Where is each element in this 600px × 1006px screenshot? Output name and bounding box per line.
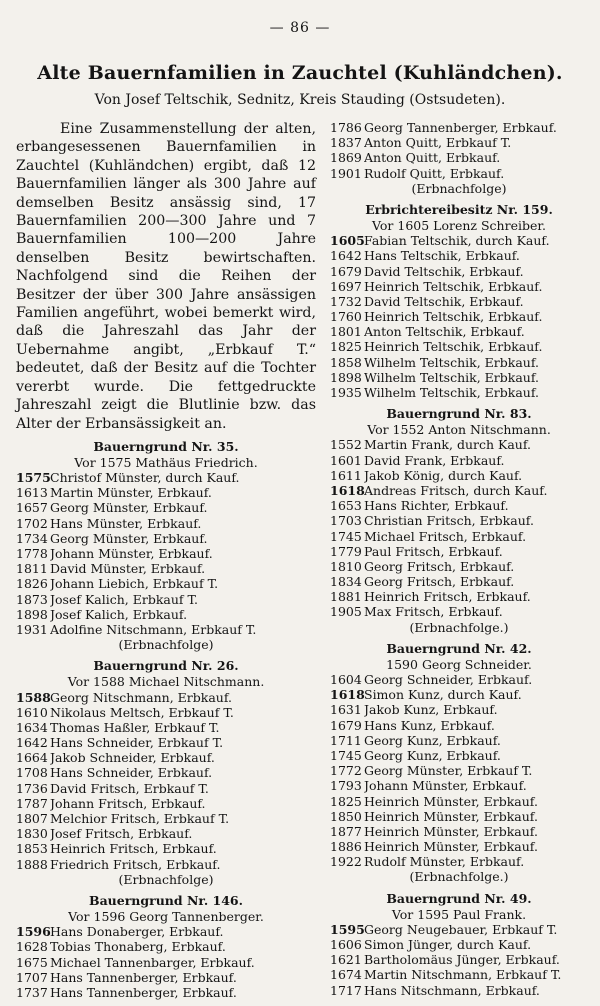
entry-year: 1621 — [330, 952, 362, 968]
entry-year: 1905 — [330, 604, 362, 620]
entry-year: 1734 — [16, 530, 48, 546]
owner-entry — [330, 824, 588, 839]
entry-owner: Rudolf Münster, Erbkauf. — [364, 854, 525, 870]
entry-owner: Simon Kunz, durch Kauf. — [364, 687, 522, 703]
section-note: (Erbnachfolge.) — [409, 619, 509, 635]
entry-owner: Heinrich Teltschik, Erbkauf. — [364, 278, 543, 294]
entry-owner: Christof Münster, durch Kauf. — [50, 470, 240, 486]
owner-entry — [16, 796, 316, 811]
entry-owner: Heinrich Münster, Erbkauf. — [364, 793, 538, 809]
entry-year: 1745 — [330, 747, 362, 763]
entry-owner: Georg Nitschmann, Erbkauf. — [50, 689, 232, 705]
entry-year: 1711 — [330, 732, 362, 748]
entry-owner: Anton Quitt, Erbkauf. — [364, 150, 501, 166]
entry-owner: Hans Tannenberger, Erbkauf. — [50, 969, 237, 985]
entry-year: 1664 — [16, 750, 48, 766]
owner-entry — [16, 622, 316, 637]
entry-year: 1575 — [16, 470, 51, 486]
entry-owner: Paul Fritsch, Erbkauf. — [364, 543, 503, 559]
entry-year: 1745 — [330, 528, 362, 544]
entry-owner: Josef Fritsch, Erbkauf. — [50, 826, 193, 842]
owner-entry — [330, 589, 588, 604]
owner-entry — [16, 470, 316, 485]
entry-year: 1618 — [330, 687, 365, 703]
entry-year: 1613 — [16, 485, 48, 501]
owner-entry — [16, 781, 316, 796]
entry-owner: Georg Münster, Erbkauf. — [50, 530, 208, 546]
owner-entry — [330, 529, 588, 544]
owner-entry — [16, 924, 316, 939]
entry-owner: Anton Teltschik, Erbkauf. — [364, 324, 525, 340]
intro-paragraph: Eine Zusammenstellung der alten, erbangesessenen Bauernfamilien in Zauchtel (Kuhländchen) ergibt, daß 12 Bauernfamilien länger als 300 Jahre auf demselben Besitz ansässig sind, 17 Bauernfamilien 200—300 Jahre und 7 Bauernfamilien 100—200 Jahre denselben Besitz bewirtschaften. Nachfolgend sind die Reihen der Besitzer der über 300 Jahre ansässigen Familien angeführt, wobei bemerkt wird, daß die Jahreszahl das Jahr der Uebernahme angibt, „Erbkauf T.“ bedeutet, daß der Besitz auf die Tochter vererbt wurde. Die fettgedruckte Jahreszahl zeigt die Blutlinie bzw. das Alter der Erbansässigkeit an. — [16, 121, 316, 432]
entry-year: 1898 — [16, 606, 48, 622]
owner-entry — [330, 294, 588, 309]
entry-owner: Michael Tannenbarger, Erbkauf. — [50, 954, 255, 970]
owner-entry — [330, 718, 588, 733]
section-title: Bauerngrund Nr. 49. — [386, 890, 532, 906]
entry-owner: David Fritsch, Erbkauf T. — [50, 780, 209, 796]
article-byline: Von Josef Teltschik, Sednitz, Kreis Stauding (Ostsudeten). — [94, 92, 506, 108]
property-section — [16, 893, 316, 1000]
entry-owner: Hans Richter, Erbkauf. — [364, 498, 509, 514]
owner-entry — [330, 498, 588, 513]
entry-year: 1642 — [16, 735, 48, 751]
entry-year: 1736 — [16, 780, 48, 796]
entry-owner: Hans Schneider, Erbkauf T. — [50, 735, 224, 751]
entry-owner: Heinrich Fritsch, Erbkauf. — [50, 841, 217, 857]
owner-entry — [16, 955, 316, 970]
owner-entry — [330, 809, 588, 824]
entry-year: 1853 — [16, 841, 48, 857]
owner-entry — [16, 841, 316, 856]
owner-entry — [16, 531, 316, 546]
section-title: Bauerngrund Nr. 146. — [89, 892, 243, 908]
entry-year: 1708 — [16, 765, 48, 781]
entry-year: 1886 — [330, 839, 362, 855]
owner-entry — [330, 952, 588, 967]
entry-owner: David Teltschik, Erbkauf. — [364, 263, 524, 279]
owner-entry — [16, 607, 316, 622]
entry-year: 1811 — [16, 561, 48, 577]
entry-owner: Hans Tannenberger, Erbkauf. — [50, 984, 237, 1000]
entry-year: 1606 — [330, 937, 362, 952]
property-section — [330, 641, 588, 885]
entry-owner: Josef Kalich, Erbkauf. — [50, 606, 188, 622]
owner-entry — [330, 937, 588, 952]
property-section — [330, 202, 588, 400]
entry-year: 1631 — [330, 702, 362, 718]
entry-year: 1760 — [330, 309, 362, 325]
owner-entry — [16, 516, 316, 531]
owner-entry — [16, 720, 316, 735]
entry-year: 1793 — [330, 778, 362, 794]
entry-owner: Heinrich Münster, Erbkauf. — [364, 808, 538, 824]
section-note: (Erbnachfolge) — [118, 871, 214, 887]
entry-year: 1901 — [330, 165, 362, 181]
section-title: Bauerngrund Nr. 83. — [386, 406, 532, 422]
entry-owner: Georg Tannenberger, Erbkauf. — [364, 120, 557, 135]
entry-owner: Bartholomäus Jünger, Erbkauf. — [364, 952, 560, 968]
owner-entry — [330, 150, 588, 165]
owner-entry — [16, 576, 316, 591]
owner-entry — [330, 355, 588, 370]
entry-owner: Michael Fritsch, Erbkauf. — [364, 528, 527, 544]
entry-year: 1787 — [16, 795, 48, 811]
entry-year: 1858 — [330, 354, 362, 370]
entry-owner: Hans Münster, Erbkauf. — [50, 515, 202, 531]
entry-owner: Hans Kunz, Erbkauf. — [364, 717, 495, 733]
entry-owner: Christian Fritsch, Erbkauf. — [364, 513, 534, 529]
entry-year: 1778 — [16, 546, 48, 562]
entry-owner: Fabian Teltschik, durch Kauf. — [364, 233, 550, 249]
section-note: (Erbnachfolge) — [411, 180, 507, 196]
entry-owner: Rudolf Quitt, Erbkauf. — [364, 165, 505, 181]
entry-year: 1826 — [16, 576, 48, 592]
owner-entry — [330, 279, 588, 294]
entry-owner: Simon Jünger, durch Kauf. — [364, 937, 532, 952]
owner-entry — [330, 854, 588, 869]
owner-entry — [16, 765, 316, 780]
entry-year: 1898 — [330, 369, 362, 385]
entry-year: 1737 — [16, 984, 48, 1000]
section-subtitle: Vor 1588 Michael Nitschmann. — [67, 674, 265, 690]
section-subtitle: Vor 1605 Lorenz Schreiber. — [372, 217, 546, 233]
owner-entry — [330, 839, 588, 854]
entry-owner: Georg Neugebauer, Erbkauf T. — [364, 921, 558, 937]
entry-year: 1697 — [330, 278, 362, 294]
entry-owner: Adolfine Nitschmann, Erbkauf T. — [50, 621, 257, 637]
owner-entry — [330, 385, 588, 400]
owner-entry — [16, 811, 316, 826]
owner-entry — [330, 513, 588, 528]
owner-entry — [330, 166, 588, 181]
entry-year: 1935 — [330, 385, 362, 400]
entry-year: 1596 — [16, 924, 51, 940]
entry-year: 1707 — [16, 969, 48, 985]
entry-year: 1657 — [16, 500, 48, 516]
owner-entry — [330, 120, 588, 135]
owner-entry — [330, 983, 588, 998]
entry-year: 1675 — [16, 954, 48, 970]
entry-year: 1801 — [330, 324, 362, 340]
owner-entry — [330, 922, 588, 937]
property-section — [16, 658, 316, 887]
owner-entry — [16, 500, 316, 515]
entry-year: 1628 — [16, 939, 48, 955]
entry-owner: Hans Teltschik, Erbkauf. — [364, 248, 520, 264]
entry-owner: Johann Liebich, Erbkauf T. — [50, 576, 219, 592]
owner-entry — [330, 702, 588, 717]
entry-year: 1825 — [330, 793, 362, 809]
entry-year: 1825 — [330, 339, 362, 355]
owner-entry — [330, 778, 588, 793]
page-number: — 86 — — [269, 20, 331, 36]
owner-entry — [16, 735, 316, 750]
owner-entry — [16, 857, 316, 872]
entry-year: 1881 — [330, 589, 362, 605]
entry-year: 1786 — [330, 120, 362, 135]
entry-owner: Wilhelm Teltschik, Erbkauf. — [364, 354, 539, 370]
entry-year: 1873 — [16, 591, 48, 607]
entry-year: 1679 — [330, 263, 362, 279]
owner-entry — [330, 468, 588, 483]
left-sections — [16, 439, 316, 1000]
entry-year: 1877 — [330, 823, 362, 839]
section-title: Erbrichtereibesitz Nr. 159. — [365, 201, 553, 217]
entry-owner: Heinrich Fritsch, Erbkauf. — [364, 589, 531, 605]
entry-owner: David Teltschik, Erbkauf. — [364, 293, 524, 309]
entry-owner: Wilhelm Teltschik, Erbkauf. — [364, 369, 539, 385]
entry-year: 1552 — [330, 437, 362, 453]
entry-owner: Heinrich Teltschik, Erbkauf. — [364, 309, 543, 325]
entry-year: 1931 — [16, 621, 48, 637]
owner-entry — [330, 604, 588, 619]
entry-owner: Georg Münster, Erbkauf. — [50, 500, 208, 516]
entry-year: 1618 — [330, 482, 365, 498]
owner-entry — [330, 574, 588, 589]
entry-owner: Heinrich Münster, Erbkauf. — [364, 823, 538, 839]
owner-entry — [330, 733, 588, 748]
entry-year: 1610 — [16, 704, 48, 720]
continued-list — [330, 120, 588, 196]
entry-year: 1888 — [16, 856, 48, 872]
entry-owner: Martin Nitschmann, Erbkauf T. — [364, 967, 562, 983]
entry-year: 1772 — [330, 763, 362, 779]
owner-entry — [330, 309, 588, 324]
entry-owner: Tobias Thonaberg, Erbkauf. — [50, 939, 226, 955]
entry-year: 1850 — [330, 808, 362, 824]
entry-owner: Georg Münster, Erbkauf T. — [364, 763, 533, 779]
owner-entry — [330, 370, 588, 385]
property-section — [330, 891, 588, 998]
owner-entry — [330, 559, 588, 574]
owner-entry — [330, 763, 588, 778]
owner-entry — [16, 485, 316, 500]
owner-entry — [330, 967, 588, 982]
right-sections — [330, 202, 588, 998]
entry-owner: Jakob König, durch Kauf. — [364, 467, 523, 483]
section-title: Bauerngrund Nr. 42. — [386, 640, 532, 656]
owner-entry — [330, 687, 588, 702]
entry-year: 1642 — [330, 248, 362, 264]
entry-year: 1807 — [16, 811, 48, 827]
owner-entry — [330, 483, 588, 498]
entry-owner: Jakob Kunz, Erbkauf. — [364, 702, 498, 718]
section-title: Bauerngrund Nr. 35. — [93, 438, 239, 454]
entry-year: 1674 — [330, 967, 362, 983]
entry-year: 1588 — [16, 689, 51, 705]
owner-entry — [330, 544, 588, 559]
section-note: (Erbnachfolge.) — [409, 869, 509, 885]
owner-entry — [330, 248, 588, 263]
right-column — [330, 120, 588, 1004]
entry-owner: David Münster, Erbkauf. — [50, 561, 206, 577]
entry-year: 1922 — [330, 854, 362, 870]
entry-year: 1634 — [16, 719, 48, 735]
owner-entry — [16, 985, 316, 1000]
owner-entry — [330, 324, 588, 339]
entry-owner: Jakob Schneider, Erbkauf. — [50, 750, 215, 766]
section-subtitle: Vor 1575 Mathäus Friedrich. — [74, 454, 258, 470]
article-title: Alte Bauernfamilien in Zauchtel (Kuhländchen). — [37, 62, 563, 84]
entry-year: 1605 — [330, 233, 365, 249]
owner-entry — [16, 970, 316, 985]
entry-year: 1830 — [16, 826, 48, 842]
entry-year: 1810 — [330, 558, 362, 574]
owner-entry — [16, 546, 316, 561]
section-subtitle: 1590 Georg Schneider. — [386, 656, 532, 672]
entry-owner: Georg Schneider, Erbkauf. — [364, 672, 533, 687]
section-subtitle: Vor 1596 Georg Tannenberger. — [68, 908, 264, 924]
entry-year: 1837 — [330, 135, 362, 151]
entry-owner: Max Fritsch, Erbkauf. — [364, 604, 503, 620]
owner-entry — [330, 339, 588, 354]
entry-year: 1869 — [330, 150, 362, 166]
entry-owner: Hans Nitschmann, Erbkauf. — [364, 982, 540, 998]
entry-owner: Heinrich Münster, Erbkauf. — [364, 839, 538, 855]
entry-owner: Johann Fritsch, Erbkauf. — [50, 795, 206, 811]
property-section — [16, 439, 316, 652]
entry-year: 1611 — [330, 467, 362, 483]
entry-owner: Johann Münster, Erbkauf. — [50, 546, 213, 562]
owner-entry — [330, 264, 588, 279]
entry-year: 1702 — [16, 515, 48, 531]
entry-year: 1601 — [330, 452, 362, 468]
entry-owner: Georg Kunz, Erbkauf. — [364, 732, 501, 748]
owner-entry — [16, 561, 316, 576]
entry-year: 1679 — [330, 717, 362, 733]
section-note: (Erbnachfolge) — [118, 637, 214, 653]
property-section — [330, 406, 588, 635]
entry-owner: Andreas Fritsch, durch Kauf. — [364, 482, 548, 498]
owner-entry — [330, 672, 588, 687]
owner-entry — [16, 939, 316, 954]
entry-owner: Martin Münster, Erbkauf. — [50, 485, 212, 501]
entry-owner: Johann Münster, Erbkauf. — [364, 778, 527, 794]
left-column — [16, 120, 316, 1006]
entry-year: 1653 — [330, 498, 362, 514]
owner-entry — [16, 592, 316, 607]
section-title: Bauerngrund Nr. 26. — [93, 658, 239, 674]
entry-owner: Josef Kalich, Erbkauf T. — [50, 591, 198, 607]
entry-owner: Wilhelm Teltschik, Erbkauf. — [364, 385, 539, 400]
owner-entry — [330, 453, 588, 468]
section-subtitle: Vor 1552 Anton Nitschmann. — [367, 422, 551, 438]
entry-owner: Georg Fritsch, Erbkauf. — [364, 574, 515, 590]
entry-owner: Hans Schneider, Erbkauf. — [50, 765, 213, 781]
entry-owner: Thomas Haßler, Erbkauf T. — [50, 719, 220, 735]
entry-year: 1717 — [330, 982, 362, 998]
section-subtitle: Vor 1595 Paul Frank. — [391, 906, 527, 922]
owner-entry — [330, 233, 588, 248]
entry-owner: Georg Fritsch, Erbkauf. — [364, 558, 515, 574]
entry-year: 1703 — [330, 513, 362, 529]
owner-entry — [330, 437, 588, 452]
entry-owner: Melchior Fritsch, Erbkauf T. — [50, 811, 230, 827]
entry-owner: Martin Frank, durch Kauf. — [364, 437, 531, 453]
owner-entry — [330, 794, 588, 809]
owner-entry — [16, 690, 316, 705]
entry-year: 1732 — [330, 293, 362, 309]
owner-entry — [16, 705, 316, 720]
owner-entry — [330, 748, 588, 763]
entry-owner: Nikolaus Meltsch, Erbkauf T. — [50, 704, 234, 720]
owner-entry — [16, 750, 316, 765]
entry-owner: Friedrich Fritsch, Erbkauf. — [50, 856, 221, 872]
owner-entry — [330, 135, 588, 150]
entry-year: 1604 — [330, 672, 362, 687]
entry-owner: Heinrich Teltschik, Erbkauf. — [364, 339, 543, 355]
entry-owner: Georg Kunz, Erbkauf. — [364, 747, 501, 763]
entry-owner: Hans Donaberger, Erbkauf. — [50, 924, 224, 940]
entry-owner: Anton Quitt, Erbkauf T. — [364, 135, 512, 151]
entry-owner: David Frank, Erbkauf. — [364, 452, 505, 468]
entry-year: 1834 — [330, 574, 362, 590]
entry-year: 1595 — [330, 921, 365, 937]
entry-year: 1779 — [330, 543, 362, 559]
owner-entry — [16, 826, 316, 841]
